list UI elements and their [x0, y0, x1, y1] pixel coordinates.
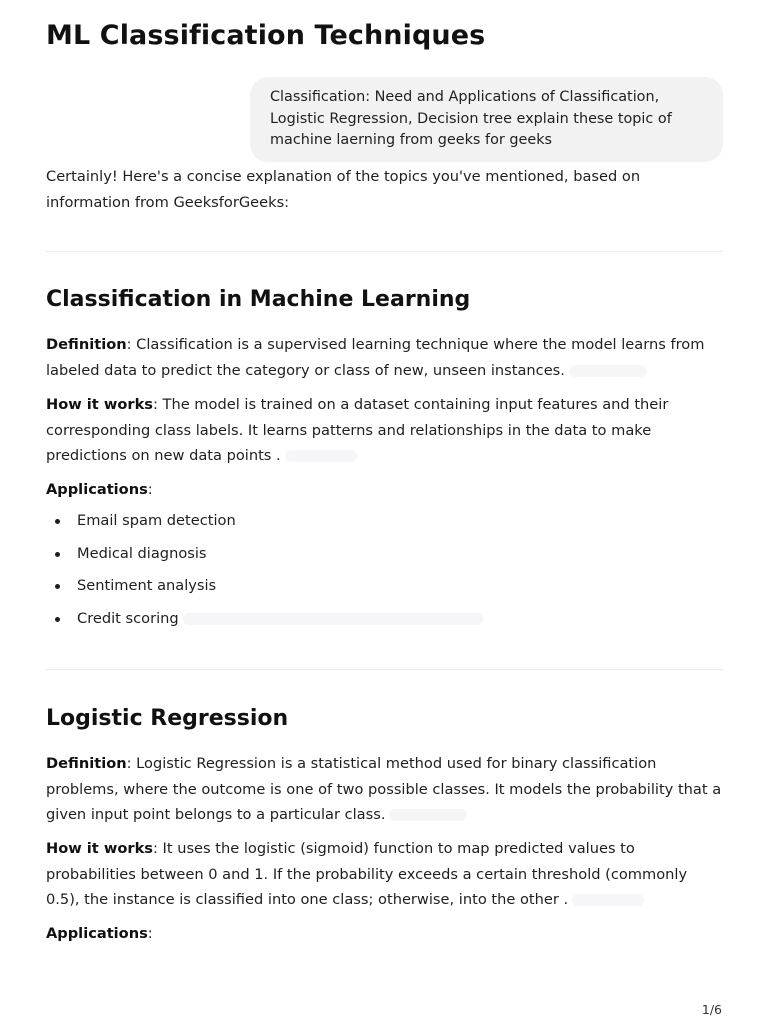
list-item: Sentiment analysis — [46, 575, 723, 608]
list-item: Medical diagnosis — [46, 543, 723, 576]
classification-definition — [46, 332, 723, 383]
citation-placeholder — [389, 809, 467, 821]
definition-label: Definition — [46, 755, 127, 772]
applications-label: Applications — [46, 481, 148, 498]
logistic-how-it-works — [46, 836, 723, 913]
applications-list — [46, 510, 723, 641]
list-item — [46, 608, 723, 641]
definition-label: Definition — [46, 336, 127, 353]
list-item-text: Credit scoring — [77, 610, 179, 628]
how-it-works-label: How it works — [46, 396, 153, 413]
logistic-definition — [46, 751, 723, 828]
section-heading-logistic-regression: Logistic Regression — [46, 706, 289, 731]
citation-placeholder — [183, 613, 483, 625]
citation-placeholder — [285, 450, 357, 462]
classification-how-it-works — [46, 392, 723, 469]
how-it-works-label: How it works — [46, 840, 153, 857]
how-it-works-text: : It uses the logistic (sigmoid) function to map predicted values to probabilities between 0 and 1. If the probability exceeds a certain threshold (commonly 0.5), the instance is classified into one class; otherwise, into the other . — [46, 840, 688, 908]
applications-colon: : — [147, 481, 153, 498]
page-number: 1/6 — [701, 1002, 722, 1017]
user-message-bubble: Classification: Need and Applications of Classification, Logistic Regression, Decision tree explain these topic of machine laerning from geeks for geeks — [250, 77, 723, 162]
section-divider — [46, 669, 723, 670]
definition-text: : Classification is a supervised learning technique where the model learns from labeled data to predict the category or class of new, unseen instances. — [46, 336, 705, 379]
applications-label: Applications — [46, 925, 148, 942]
page-title: ML Classification Techniques — [46, 20, 486, 51]
logistic-applications-label — [46, 921, 723, 947]
assistant-intro: Certainly! Here's a concise explanation of the topics you've mentioned, based on information from GeeksforGeeks: — [46, 168, 641, 211]
list-item: Email spam detection — [46, 510, 723, 543]
applications-colon: : — [147, 925, 153, 942]
section-divider — [46, 251, 723, 252]
citation-placeholder — [569, 365, 647, 377]
section-heading-classification: Classification in Machine Learning — [46, 287, 471, 312]
how-it-works-text: : The model is trained on a dataset containing input features and their corresponding class labels. It learns patterns and relationships in the data to make predictions on new data points . — [46, 396, 669, 464]
citation-placeholder — [572, 894, 644, 906]
classification-applications-label — [46, 477, 723, 503]
definition-text: : Logistic Regression is a statistical method used for binary classification problems, where the outcome is one of two possible classes. It models the probability that a given input point belongs to a particular class. — [46, 755, 722, 823]
